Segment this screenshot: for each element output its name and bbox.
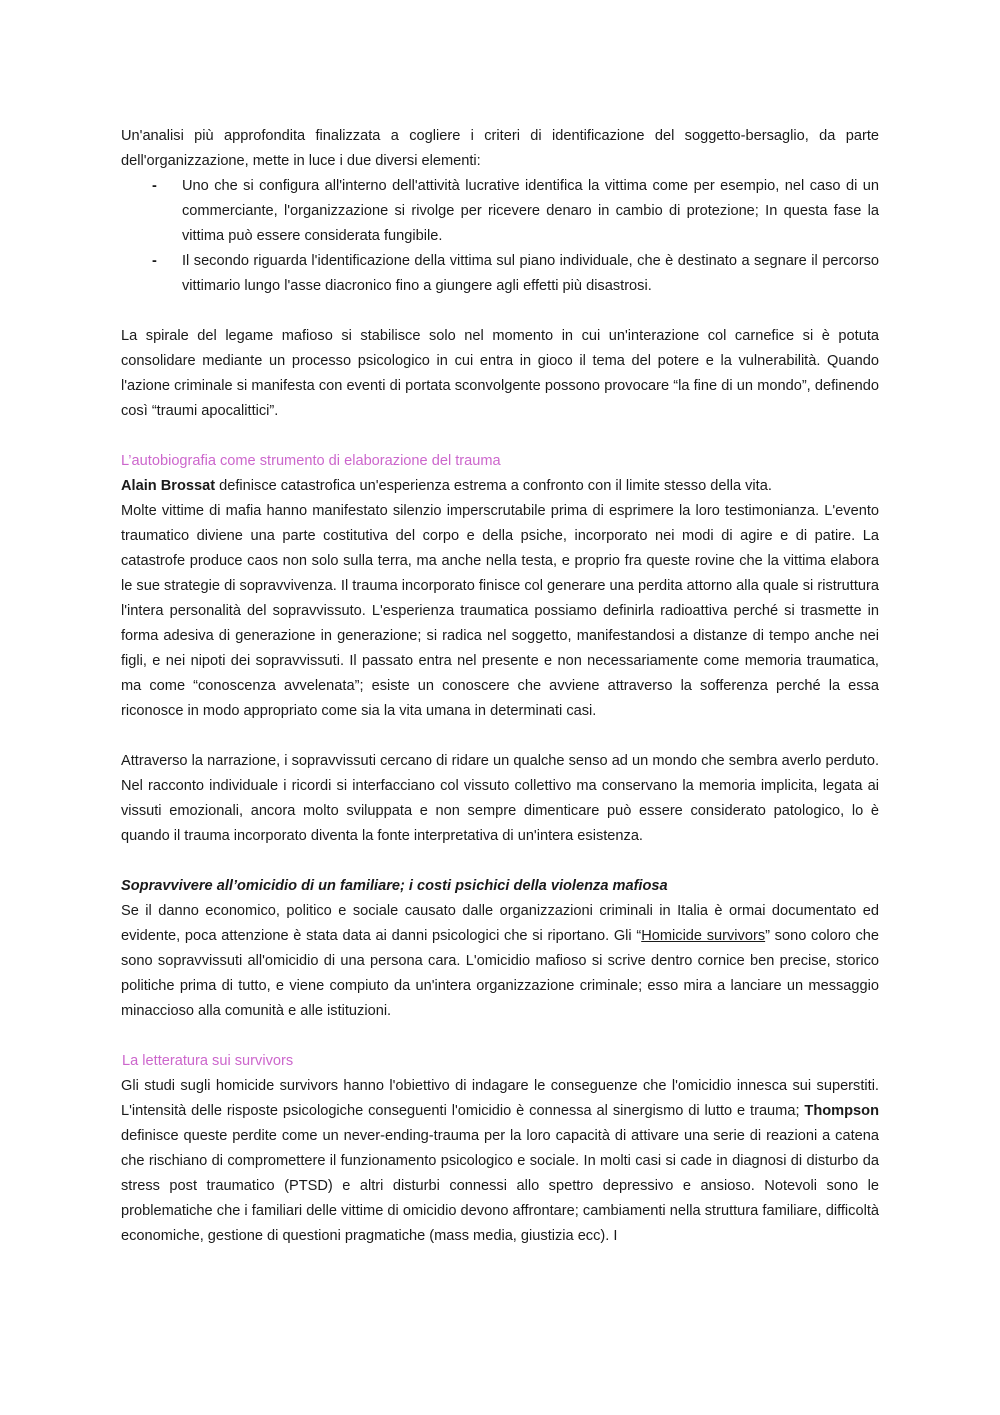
- list-item: [121, 174, 879, 249]
- paragraph-letteratura: Gli studi sugli homicide survivors hanno l'obiettivo di indagare le conseguenze che l'omicidio innesca sui superstiti. L'intensità delle risposte psicologiche conseguenti l'omicidio è connessa al sinergismo di lutto e trauma; Thompson definisce queste perdite come un never-ending-trauma per la loro capacità di attivare una serie di reazioni a catena che rischiano di compromettere il funzionamento psicologico e sociale. In molti casi si cade in diagnosi di disturbo da stress post traumatico (PTSD) e altri disturbi connessi allo spettro depressivo e ansioso. Notevoli sono le problematiche che i familiari delle vittime di omicidio devono affrontare; cambiamenti nella struttura familiare, difficoltà economiche, gestione di questioni pragmatiche (mass media, giustizia ecc). I: [121, 1078, 879, 1244]
- section-heading-sopravvivere: Sopravvivere all’omicidio di un familiare; i costi psichici della violenza mafiosa: [121, 878, 668, 894]
- paragraph-sopravvivere: Se il danno economico, politico e sociale causato dalle organizzazioni criminali in Italia è ormai documentato ed evidente, poca attenzione è stata data ai danni psicologici che si riportano. Gli “Homicide survivors” sono coloro che sono sopravvissuti all'omicidio di una persona cara. L'omicidio mafioso si scrive dentro cornice ben precise, storico politiche prima di tutto, e viene compiuto da un'intera organizzazione criminale; esso mira a lanciare un messaggio minaccioso alla comunità e alle istituzioni.: [121, 903, 879, 1019]
- author-name-thompson: Thompson: [804, 1103, 879, 1119]
- paragraph-brossat: Alain Brossat definisce catastrofica un'esperienza estrema a confronto con il limite stesso della vita.: [121, 478, 772, 494]
- homicide-survivors-link[interactable]: Homicide survivors: [641, 928, 766, 944]
- intro-paragraph: Un'analisi più approfondita finalizzata a cogliere i criteri di identificazione del soggetto-bersaglio, da parte dell'organizzazione, mette in luce i due diversi elementi:: [121, 128, 879, 169]
- section-heading-autobiografia: L’autobiografia come strumento di elaborazione del trauma: [121, 453, 501, 469]
- list-item-text: Uno che si configura all'interno dell'attività lucrative identifica la vittima come per esempio, nel caso di un commerciante, l'organizzazione si rivolge per ricevere denaro in cambio di protezione; In questa fase la vittima può essere considerata fungibile.: [182, 178, 879, 244]
- paragraph-spirale: La spirale del legame mafioso si stabilisce solo nel momento in cui un'interazione col carnefice si è potuta consolidare mediante un processo psicologico in cui entra in gioco il tema del potere e la vulnerabilità. Quando l'azione criminale si manifesta con eventi di portata sconvolgente possono provocare “la fine di un mondo”, definendo così “traumi apocalittici”.: [121, 328, 879, 419]
- section-heading-letteratura: La letteratura sui survivors: [122, 1053, 294, 1069]
- paragraph-narrazione: Attraverso la narrazione, i sopravvissuti cercano di ridare un qualche senso ad un mondo che sembra averlo perduto. Nel racconto individuale i ricordi si interfacciano col vissuto collettivo ma conservano la memoria implicita, legata ai vissuti emozionali, ancora molto sviluppata e non sempre dimenticare può essere considerato patologico, lo è quando il trauma incorporato diventa la fonte interpretativa di un'intera esistenza.: [121, 753, 879, 844]
- list-item: [121, 249, 879, 299]
- criteria-list: [121, 174, 879, 299]
- list-bullet: -: [152, 178, 157, 194]
- author-name-brossat: Alain Brossat: [121, 478, 216, 494]
- paragraph-autobiografia: Molte vittime di mafia hanno manifestato silenzio imperscrutabile prima di esprimere la loro testimonianza. L'evento traumatico diviene una parte costitutiva del corpo e della psiche, incorporato nei modi di agire e di patire. La catastrofe produce caos non solo sulla terra, ma anche nella testa, e proprio fra queste rovine che la vittima elabora le sue strategie di sopravvivenza. Il trauma incorporato finisce col generare una perdita attorno alla quale si ristruttura l'intera personalità del sopravvissuto. L'esperienza traumatica possiamo definirla radioattiva perché si trasmette in forma adesiva di generazione in generazione; si radica nel soggetto, manifestandosi a distanze di tempo anche nei figli, e nei nipoti dei sopravvissuti. Il passato entra nel presente e non necessariamente come memoria traumatica, ma come “conoscenza avvelenata”; esiste un conoscere che avviene attraverso la sofferenza perché la essa riconosce in modo appropriato come sia la vita umana in determinati casi.: [121, 503, 879, 719]
- list-bullet: -: [152, 253, 157, 269]
- document-page: [121, 124, 879, 1249]
- list-item-text: Il secondo riguarda l'identificazione della vittima sul piano individuale, che è destinato a segnare il percorso vittimario lungo l'asse diacronico fino a giungere agli effetti più disastrosi.: [182, 253, 879, 294]
